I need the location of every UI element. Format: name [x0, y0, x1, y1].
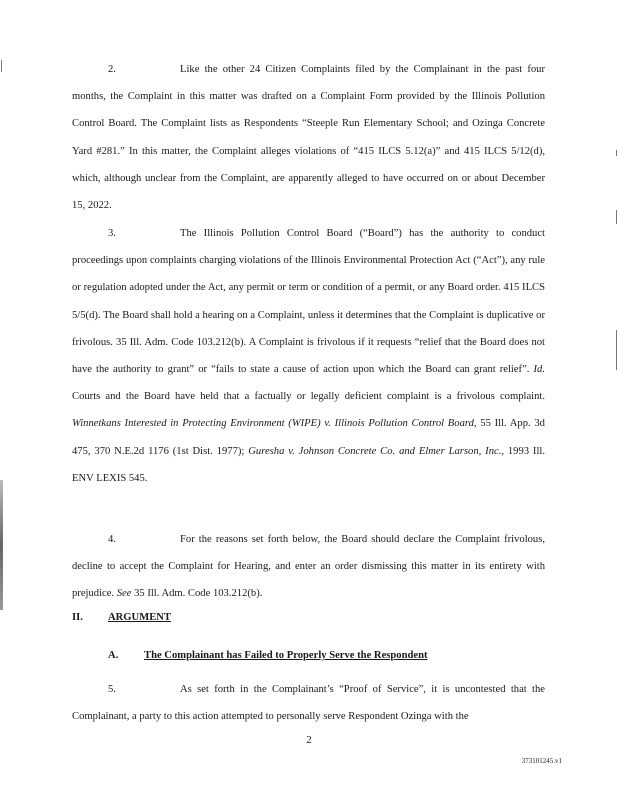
paragraph-number: 4.	[108, 534, 116, 545]
paragraph-number: 3.	[108, 228, 116, 239]
subsection-title: The Complainant has Failed to Properly Serve the Respondent	[144, 650, 428, 661]
paragraph-text: Courts and the Board have held that a factually or legally deficient complaint is a frivolous complaint.	[72, 391, 545, 403]
paragraph-text: , 1993 Ill. ENV LEXIS 545.	[72, 445, 545, 484]
paragraph-number: 2.	[108, 64, 116, 75]
scan-speck	[616, 150, 617, 156]
subsection-heading	[108, 650, 428, 661]
paragraph-text: For the reasons set forth below, the Board should declare the Complaint frivolous, decline to accept the Complaint for Hearing, and enter an order dismissing this matter in its entirety with prejudice.	[72, 534, 545, 600]
paragraph-text: As set forth in the Complainant’s “Proof of Service”, it is uncontested that the Complainant, a party to this action attempted to personally serve Respondent Ozinga with the	[72, 684, 545, 723]
paragraph-text: , 55 Ill. App. 3d 475, 370 N.E.2d 1176 (1st Dist. 1977);	[72, 418, 545, 457]
paragraph-text: The Illinois Pollution Control Board (“Board”) has the authority to conduct proceedings upon complaints charging violations of the Illinois Environmental Protection Act (“Act”), any rule or regulation adopted under the Act, any permit or term or condition of a permit, or any Board order. 415 ILCS 5/5(d). The Board shall hold a hearing on a Complaint, unless it determines that the Complaint is duplicative or frivolous. 35 Ill. Adm. Code 103.212(b). A Complaint is frivolous if it requests “relief that the Board does not have the authority to grant” or “fails to state a cause of action upon which the Board can grant relief”.	[72, 228, 545, 376]
scan-edge-mark	[0, 480, 3, 610]
scan-speck	[1, 60, 2, 72]
section-title: ARGUMENT	[108, 612, 171, 623]
scan-speck	[616, 210, 617, 224]
paragraph-3	[72, 220, 545, 492]
paragraph-4	[72, 526, 545, 608]
citation-id: Id.	[533, 364, 545, 376]
subsection-label: A.	[108, 650, 119, 661]
paragraph-5	[72, 676, 545, 730]
document-id: 373101245.v1	[521, 757, 562, 765]
page-number: 2	[306, 734, 312, 746]
paragraph-number: 5.	[108, 684, 116, 695]
scan-speck	[616, 330, 617, 370]
paragraph-text: 35 Ill. Adm. Code 103.212(b).	[134, 588, 263, 600]
case-citation: Guresha v. Johnson Concrete Co. and Elmer Larson, Inc.	[248, 445, 502, 457]
section-label: II.	[72, 612, 83, 623]
paragraph-text: Like the other 24 Citizen Complaints filed by the Complainant in the past four months, the Complaint in this matter was drafted on a Complaint Form provided by the Illinois Pollution Control Board. The Complaint lists as Respondents “Steeple Run Elementary School; and Ozinga Concrete Yard #281.” In this matter, the Complaint alleges violations of “415 ILCS 5.12(a)” and 415 ILCS 5/12(d), which, although unclear from the Complaint, are apparently alleged to have occurred on or about December 15, 2022.	[72, 64, 545, 212]
section-heading	[72, 612, 171, 623]
paragraph-2	[72, 56, 545, 219]
citation-signal: See	[116, 588, 132, 600]
case-citation: Winnetkans Interested in Protecting Environment (WIPE) v. Illinois Pollution Control Board	[72, 418, 474, 430]
